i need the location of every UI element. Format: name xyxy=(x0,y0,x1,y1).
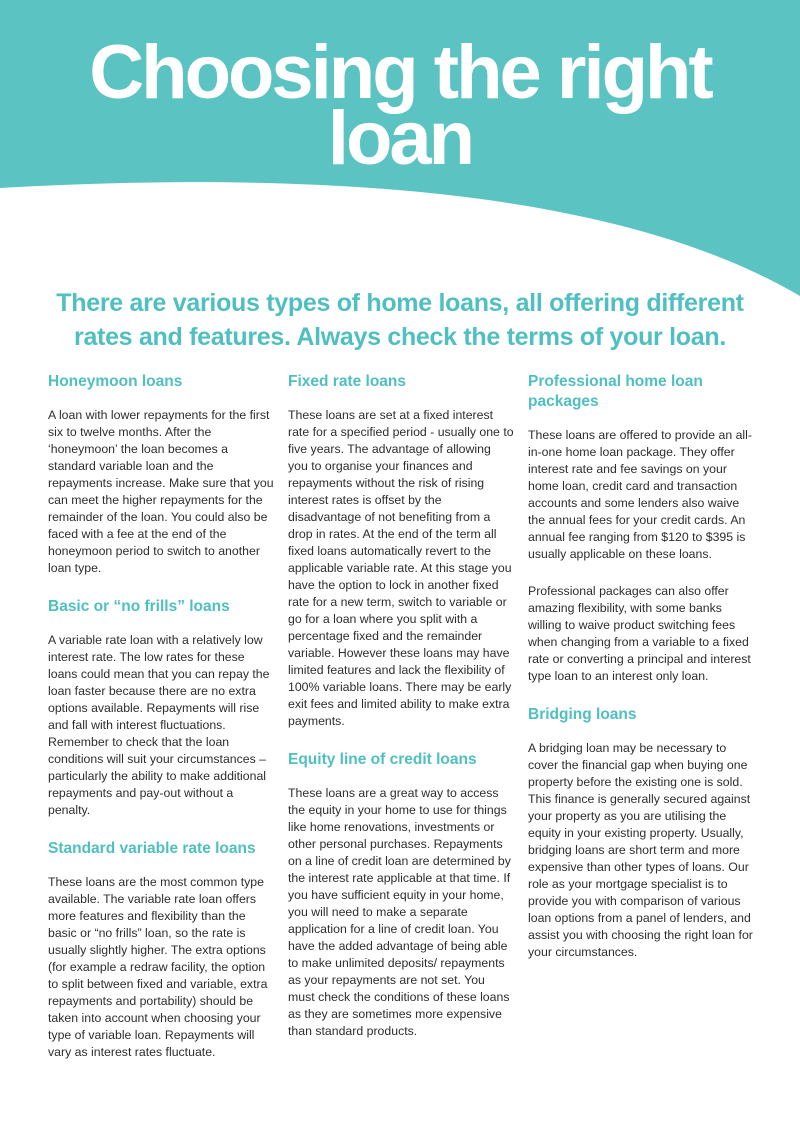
section-body: A bridging loan may be necessary to cover the financial gap when buying one property before the existing one is sold. This finance is generally secured against your property as you are utilising the equity in your existing property. Usually, bridging loans are short term and more expensive than other types of loans. Our role as your mortgage specialist is to provide you with comparison of various loan options from a panel of lenders, and assist you with choosing the right loan for your circumstances. xyxy=(528,741,753,959)
section-body: These loans are the most common type available. The variable rate loan offers more features and flexibility than the basic or “no frills” loan, so the rate is usually slightly higher. The extra options (for example a redraw facility, the option to split between fixed and variable, extra repayments and portability) should be taken into account when choosing your type of variable loan. Repayments will vary as interest rates fluctuate. xyxy=(48,875,268,1059)
section-body: These loans are offered to provide an all-in-one home loan package. They offer interest rate and fee savings on your home loan, credit card and transaction accounts and some lenders also waive the annual fees for your credit cards. An annual fee ranging from $120 to $395 is usually applicable on these loans. xyxy=(528,428,752,561)
section-body: These loans are a great way to access the equity in your home to use for things like home renovations, investments or other personal purchases. Repayments on a line of credit loan are determined by the interest rate applicable at that time. If you have sufficient equity in your home, you will need to make a separate application for a line of credit loan. You have the added advantage of being able to make unlimited deposits/ repayments as your repayments are not set. You must check the conditions of these loans as they are sometimes more expensive than standard products. xyxy=(288,786,511,1038)
section-body: A loan with lower repayments for the first six to twelve months. After the ‘honeymoon’ the loan becomes a standard variable loan and the repayments increase. Make sure that you can meet the higher repayments for the remainder of the loan. You could also be faced with a fee at the end of the honeymoon period to switch to another loan type. xyxy=(48,408,274,575)
section-heading: Basic or “no frills” loans xyxy=(48,598,230,615)
section-basic-loans xyxy=(48,597,274,819)
intro-text: There are various types of home loans, all offering different rates and features. Always check the terms of your loan. xyxy=(56,289,744,351)
section-honeymoon-loans xyxy=(48,372,274,577)
section-heading: Fixed rate loans xyxy=(288,373,407,390)
section-body: A variable rate loan with a relatively low interest rate. The low rates for these loans could mean that you can repay the loan faster because there are no extra options available. Repayments will rise and fall with interest fluctuations. Remember to check that the loan conditions will suit your circumstances – particularly the ability to make additional repayments and pay-out without a penalty. xyxy=(48,633,270,817)
section-equity-line-loans xyxy=(288,750,514,1040)
section-heading: Equity line of credit loans xyxy=(288,751,477,768)
title-line-1: Choosing the right xyxy=(89,30,711,115)
section-heading: Professional home loan packages xyxy=(528,373,703,410)
column-1 xyxy=(48,372,274,1075)
section-fixed-rate-loans xyxy=(288,372,514,730)
section-body: Professional packages can also offer amazing flexibility, with some banks willing to waive product switching fees when changing from a variable to a fixed rate or converting a principal and interest type loan to an interest only loan. xyxy=(528,584,751,683)
section-heading: Standard variable rate loans xyxy=(48,840,256,857)
section-heading: Honeymoon loans xyxy=(48,373,183,390)
section-standard-variable-loans xyxy=(48,839,274,1061)
column-3 xyxy=(528,372,754,975)
page-title xyxy=(0,30,800,181)
section-body: These loans are set at a fixed interest rate for a specified period - usually one to five years. The advantage of allowing you to organise your finances and repayments without the risk of rising interest rates is offset by the disadvantage of not benefiting from a drop in rates. At the end of the term all fixed loans automatically revert to the applicable variable rate. At this stage you have the option to lock in another fixed rate for a new term, switch to variable or go for a loan where you split with a percentage fixed and the remainder variable. However these loans may have limited features and lack the flexibility of 100% variable loans. There may be early exit fees and limited ability to make extra payments. xyxy=(288,408,514,728)
section-bridging-loans xyxy=(528,705,754,961)
section-heading: Bridging loans xyxy=(528,706,637,723)
section-professional-packages xyxy=(528,372,754,685)
title-line-2: loan xyxy=(327,96,473,181)
column-2 xyxy=(288,372,514,1054)
